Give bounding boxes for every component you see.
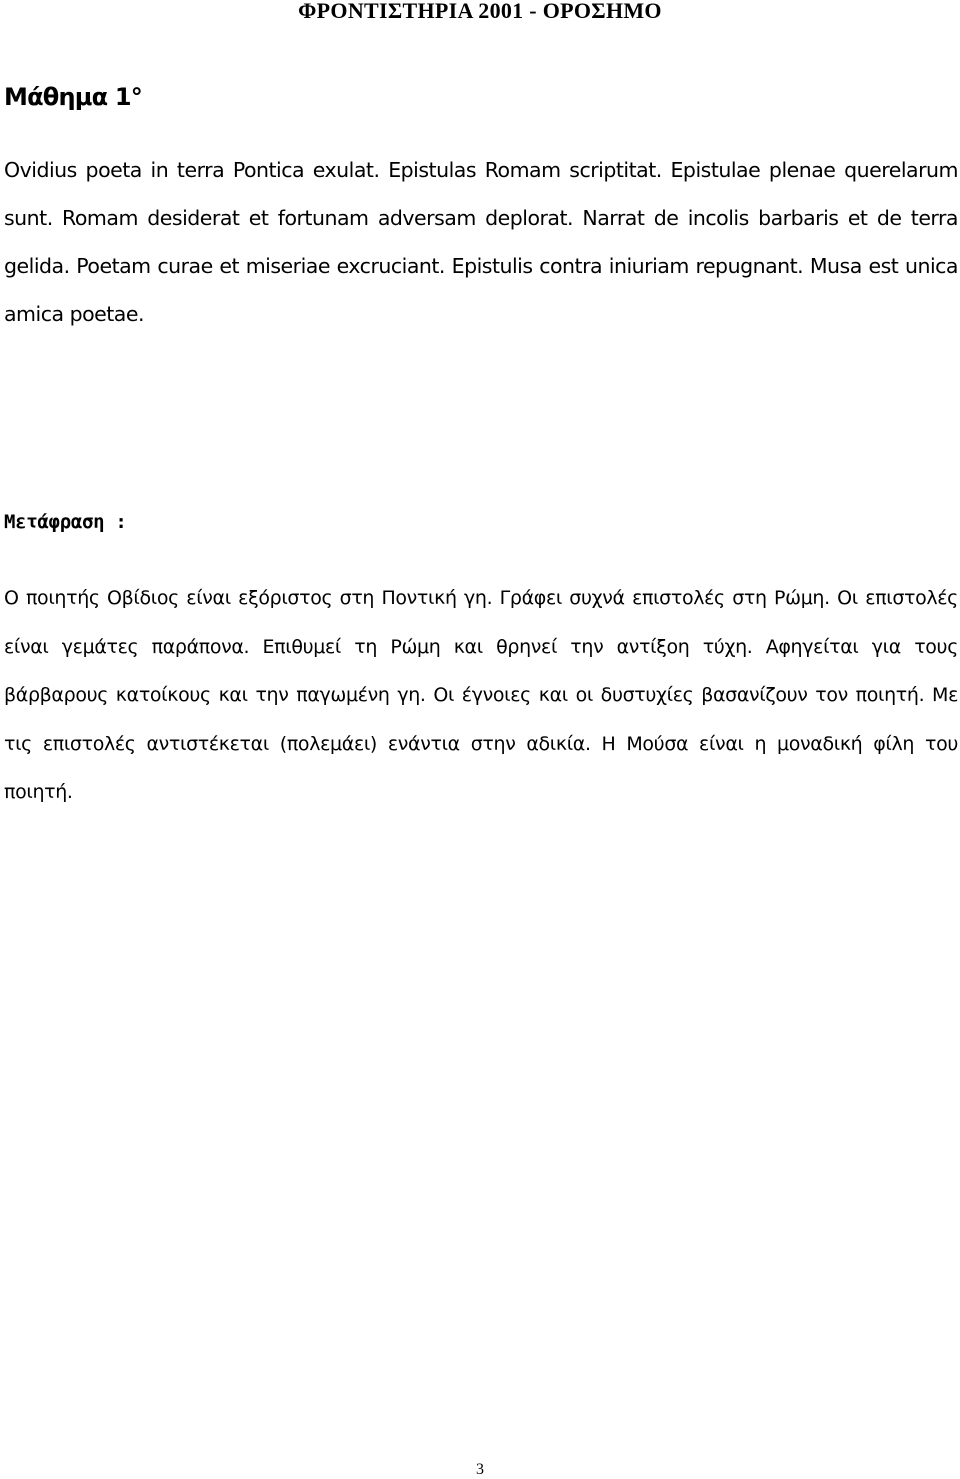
lesson-title: Μάθημα 1°	[4, 83, 142, 111]
latin-text: Ovidius poeta in terra Pontica exulat. Epistulas Romam scriptitat. Epistulae plenae querelarum sunt. Romam desiderat et fortunam adversam deplorat. Narrat de incolis barbaris et de terra gelida. Poetam curae et miseriae excruciant. Epistulis contra iniuriam repugnant. Musa est unica amica poetae.	[4, 158, 958, 326]
page-number: 3	[476, 1461, 484, 1478]
translation-text: Ο ποιητής Οβίδιος είναι εξόριστος στη Ποντική γη. Γράφει συχνά επιστολές στη Ρώμη. Οι επιστολές είναι γεμάτες παράπονα. Επιθυμεί τη Ρώμη και θρηνεί την αντίξοη τύχη. Αφηγείται για τους βάρβαρους κατοίκους και την παγωμένη γη. Οι έγνοιες και οι δυστυχίες βασανίζουν τον ποιητή. Με τις επιστολές αντιστέκεται (πολεμάει) ενάντια στην αδικία. Η Μούσα είναι η μοναδική φίλη του ποιητή.	[4, 587, 958, 803]
translation-label: Μετάφραση :	[4, 511, 127, 533]
page-header: ΦΡΟΝΤΙΣΤΗΡΙΑ 2001 - ΟΡΟΣΗΜΟ	[298, 0, 662, 23]
